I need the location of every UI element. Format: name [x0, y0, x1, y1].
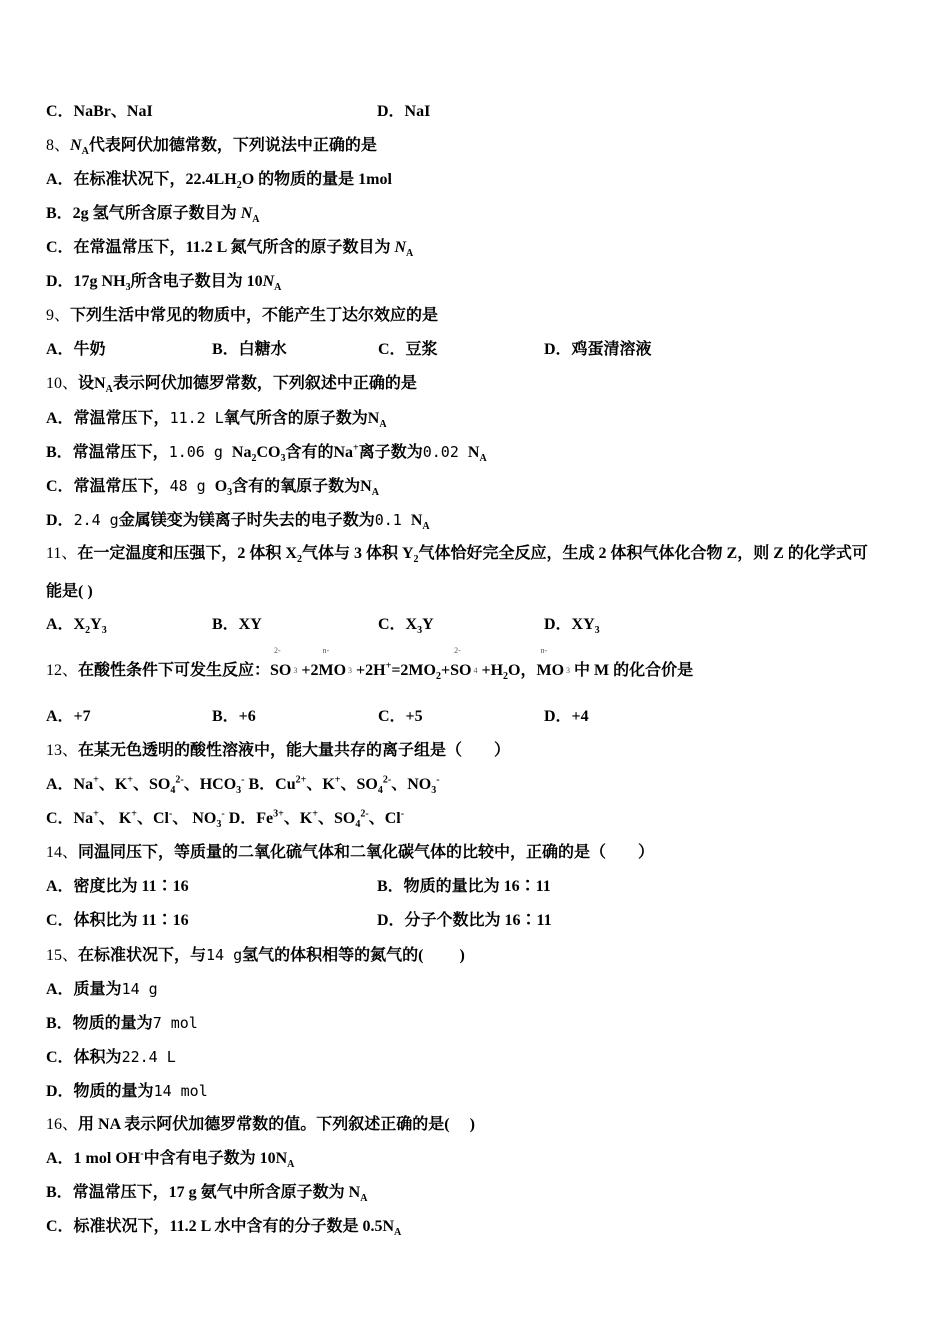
subscript: A [360, 1193, 368, 1205]
subscript: A [274, 282, 282, 294]
option-a [46, 772, 916, 806]
text-run: 在某无色透明的酸性溶液中，能大量共存的离子组是（ ） [78, 742, 511, 759]
subscript: 3 [227, 487, 233, 499]
text-run: C．Na [46, 810, 94, 827]
option-c [378, 612, 544, 646]
subscript: 3 [280, 453, 286, 465]
ion-charge: n- [540, 646, 548, 655]
superscript: 2- [382, 774, 392, 786]
text-run: N [467, 444, 480, 461]
italic-symbol: N [240, 205, 253, 222]
option-b [377, 99, 708, 133]
subscript: 4 [377, 785, 383, 797]
text-run: Y [422, 616, 434, 633]
options-row [46, 704, 916, 738]
option-d [544, 704, 710, 738]
text-run: 、HCO [183, 776, 237, 793]
text-run: C．在常温常压下，11.2 L 氮气所含的原子数目为 [46, 239, 395, 256]
text-run: B．XY [212, 616, 262, 633]
question-number: 12、 [46, 662, 79, 679]
ion-formula [450, 646, 478, 684]
option-b [212, 337, 378, 371]
subscript: A [422, 521, 430, 533]
text-run: 表示阿伏加德罗常数，下列叙述中正确的是 [112, 375, 417, 392]
text-run: A．+7 [46, 708, 91, 725]
question-stem [46, 303, 916, 337]
subscript: 2 [413, 554, 419, 566]
option-d [544, 337, 710, 371]
question-stem [46, 942, 916, 976]
text-run: 、SO [318, 810, 356, 827]
ion-base: SO [270, 662, 292, 679]
text-run: A．X [46, 616, 86, 633]
text-run: 能是( ) [46, 583, 93, 600]
superscript: - [241, 774, 245, 786]
text-run: 中含有电子数为 10N [143, 1150, 288, 1167]
italic-symbol: N [262, 273, 275, 290]
text-run: N [410, 512, 423, 529]
numeric-run: 14 g [206, 946, 243, 964]
text-run: 氢气的体积相等的氮气的( ) [242, 947, 465, 964]
numeric-run: 14 g [121, 980, 158, 998]
text-run: 设N [78, 375, 106, 392]
superscript: + [131, 808, 137, 820]
option-a [46, 976, 916, 1010]
question-stem [46, 646, 916, 704]
subscript: A [371, 487, 379, 499]
text-run: 、K [283, 810, 313, 827]
text-run: 、Cl [136, 810, 169, 827]
subscript: 2 [503, 671, 509, 683]
subscript: 3 [431, 785, 437, 797]
exam-document [46, 99, 916, 1248]
text-run: +H [477, 662, 504, 679]
superscript: 2- [175, 774, 184, 786]
ion-index: 3 [348, 666, 353, 675]
text-run: 离子数为 [358, 444, 423, 461]
text-run: 、 K [98, 810, 132, 827]
subscript: 2 [236, 180, 242, 192]
option-c [46, 235, 916, 269]
text-run: 氧气所含的原子数为N [223, 410, 380, 427]
option-d [377, 908, 708, 942]
question-number: 13、 [46, 742, 79, 759]
text-run: D．17g NH [46, 273, 126, 290]
text-run: O， [508, 662, 537, 679]
text-run: +2 [297, 662, 319, 679]
superscript: + [93, 808, 99, 820]
subscript: 3 [594, 625, 600, 637]
question-number: 11、 [46, 545, 78, 562]
subscript: 3 [101, 625, 107, 637]
ion-base: MO [318, 662, 347, 679]
text-run: + [440, 662, 451, 679]
question-stem [46, 541, 916, 575]
text-run: C．标准状况下，11.2 L 水中含有的分子数是 0.5N [46, 1218, 395, 1235]
text-run: 气体与 3 体积 Y [301, 545, 414, 562]
question-number: 9、 [46, 307, 71, 324]
text-run: =2MO [391, 662, 436, 679]
question-stem [46, 575, 916, 612]
option-b [377, 874, 708, 908]
text-run: 含有的Na [285, 444, 354, 461]
option-d [46, 269, 916, 303]
superscript: - [436, 774, 440, 786]
option-a [46, 704, 212, 738]
numeric-run: 1.06 g [168, 443, 232, 461]
text-run: C．NaBr、NaI [46, 103, 153, 120]
text-run: A．质量为 [46, 981, 122, 998]
text-run: B．常温常压下，17 g 氨气中所含原子数为 N [46, 1184, 361, 1201]
ion-formula [270, 646, 298, 684]
superscript: + [353, 442, 359, 454]
text-run: D．Fe [224, 810, 274, 827]
question-number: 16、 [46, 1116, 79, 1133]
ion-formula [536, 646, 571, 684]
option-c [46, 908, 377, 942]
text-run: 、 NO [172, 810, 217, 827]
text-run: 、K [306, 776, 335, 793]
question-stem [46, 371, 916, 405]
text-run: B．2g 氢气所含原子数目为 [46, 205, 241, 222]
superscript: + [334, 774, 341, 786]
option-c [46, 1044, 916, 1078]
superscript: - [400, 808, 405, 820]
text-run: A．密度比为 11∶16 [46, 878, 189, 895]
subscript: 2 [251, 453, 257, 465]
subscript: A [81, 146, 89, 158]
option-c [378, 337, 544, 371]
question-stem [46, 738, 916, 772]
ion-charge: n- [322, 646, 330, 655]
text-run: 含有的氧原子数为N [232, 478, 372, 495]
option-c [46, 473, 916, 507]
option-a [46, 874, 377, 908]
text-run: CO [256, 444, 281, 461]
ion-charge: 2- [454, 646, 461, 655]
options-row [46, 612, 916, 646]
question-number: 15、 [46, 947, 79, 964]
text-run: 下列生活中常见的物质中，不能产生丁达尔效应的是 [70, 307, 439, 324]
text-run: A．在标准状况下，22.4LH [46, 171, 237, 188]
subscript: A [406, 248, 414, 260]
text-run: 在标准状况下，与 [78, 947, 207, 964]
question-stem [46, 1112, 916, 1146]
subscript: 3 [216, 819, 222, 831]
subscript: 3 [236, 785, 242, 797]
text-run: 、NO [391, 776, 432, 793]
option-a [46, 1146, 916, 1180]
option-d [544, 612, 710, 646]
text-run: A．Na [46, 776, 94, 793]
text-run: D．XY [544, 616, 595, 633]
option-b [212, 612, 378, 646]
numeric-run: 48 g [169, 477, 215, 495]
text-run: D．+4 [544, 708, 589, 725]
italic-symbol: N [70, 137, 82, 154]
question-number: 10、 [46, 375, 79, 392]
superscript: + [312, 808, 318, 820]
text-run: 、SO [340, 776, 378, 793]
text-run: A．牛奶 [46, 341, 106, 358]
text-run: 、K [98, 776, 128, 793]
text-run: C．+5 [378, 708, 423, 725]
subscript: A [479, 453, 487, 465]
option-b [46, 806, 916, 840]
text-run: Na [231, 444, 252, 461]
numeric-run: 22.4 L [121, 1048, 176, 1066]
numeric-run: 7 mol [152, 1014, 198, 1032]
ion-base: MO [536, 662, 565, 679]
question-stem [46, 840, 916, 874]
text-run: C．体积为 [46, 1049, 122, 1066]
subscript: 2 [85, 625, 91, 637]
text-run: 用 NA 表示阿伏加德罗常数的值。下列叙述正确的是( ) [78, 1116, 475, 1133]
text-run: B．常温常压下， [46, 444, 169, 461]
text-run: 金属镁变为镁离子时失去的电子数为 [118, 512, 375, 529]
text-run: C．X [378, 616, 418, 633]
subscript: A [394, 1227, 402, 1239]
numeric-run: 0.02 [422, 443, 468, 461]
subscript: A [379, 419, 387, 431]
ion-base: SO [450, 662, 472, 679]
question-stem [46, 133, 916, 167]
subscript: 4 [355, 819, 361, 831]
options-row [46, 337, 916, 371]
text-run: 、SO [132, 776, 171, 793]
ion-index: 4 [473, 666, 478, 675]
text-run: D．鸡蛋清溶液 [544, 341, 652, 358]
text-run: O 的物质的量是 1mol [241, 171, 392, 188]
option-a [46, 167, 916, 201]
subscript: A [105, 384, 113, 396]
options-row [46, 99, 916, 133]
text-run: B．白糖水 [212, 341, 287, 358]
text-run: 在酸性条件下可发生反应： [78, 662, 271, 679]
ion-formula [318, 646, 353, 684]
superscript: - [221, 808, 225, 820]
text-run: D．分子个数比为 16∶11 [377, 912, 552, 929]
subscript: 2 [435, 671, 441, 683]
text-run: C．常温常压下， [46, 478, 170, 495]
subscript: 2 [296, 554, 302, 566]
subscript: A [252, 214, 260, 226]
text-run: A．1 mol OH [46, 1150, 141, 1167]
option-a [46, 612, 212, 646]
text-run: 气体恰好完全反应，生成 2 体积气体化合物 Z，则 Z 的化学式可 [418, 545, 868, 562]
option-c [378, 704, 544, 738]
subscript: 4 [170, 785, 176, 797]
text-run: A．常温常压下， [46, 410, 170, 427]
numeric-run: 2.4 g [73, 511, 119, 529]
superscript: 2- [360, 808, 369, 820]
text-run: C．豆浆 [378, 341, 438, 358]
superscript: - [140, 1148, 144, 1160]
text-run: D． [46, 512, 74, 529]
superscript: + [385, 660, 392, 672]
option-b [46, 439, 916, 473]
ion-index: 3 [566, 666, 571, 675]
text-run: 中 M 的化合价是 [570, 662, 694, 679]
text-run: B．物质的量为 [46, 1015, 153, 1032]
text-run: Y [90, 616, 102, 633]
option-a [46, 337, 212, 371]
ion-index: 3 [293, 666, 298, 675]
text-run: B．+6 [212, 708, 256, 725]
options-row [46, 908, 916, 942]
superscript: 2+ [295, 774, 307, 786]
text-run: B．物质的量比为 16∶11 [377, 878, 551, 895]
text-run: 在一定温度和压强下，2 体积 X [77, 545, 297, 562]
option-c [46, 1214, 916, 1248]
text-run: C．体积比为 11∶16 [46, 912, 189, 929]
superscript: + [127, 774, 133, 786]
subscript: 3 [125, 282, 131, 294]
superscript: 3+ [273, 808, 284, 820]
text-run: 所含电子数目为 10 [130, 273, 263, 290]
text-run: O [214, 478, 228, 495]
option-d [46, 1078, 916, 1112]
question-number: 14、 [46, 844, 79, 861]
question-number: 8、 [46, 137, 71, 154]
options-row [46, 874, 916, 908]
option-b [212, 704, 378, 738]
text-run: 同温同压下，等质量的二氧化硫气体和二氧化碳气体的比较中，正确的是（ ） [78, 844, 655, 861]
option-b [46, 1010, 916, 1044]
numeric-run: 14 mol [153, 1082, 208, 1100]
text-run: +2H [352, 662, 386, 679]
option-b [46, 1180, 916, 1214]
superscript: + [93, 774, 99, 786]
text-run: B．Cu [244, 776, 296, 793]
text-run: 、Cl [368, 810, 401, 827]
numeric-run: 11.2 L [169, 409, 224, 427]
ion-charge: 2- [274, 646, 281, 655]
option-a [46, 405, 916, 439]
superscript: - [169, 808, 173, 820]
subscript: A [287, 1159, 295, 1171]
text-run: D．物质的量为 [46, 1083, 154, 1100]
option-d [46, 507, 916, 541]
option-b [46, 201, 916, 235]
option-a [46, 99, 377, 133]
text-run: 代表阿伏加德常数，下列说法中正确的是 [88, 137, 377, 154]
numeric-run: 0.1 [374, 511, 411, 529]
text-run: D．NaI [377, 103, 431, 120]
subscript: 3 [417, 625, 423, 637]
italic-symbol: N [394, 239, 407, 256]
